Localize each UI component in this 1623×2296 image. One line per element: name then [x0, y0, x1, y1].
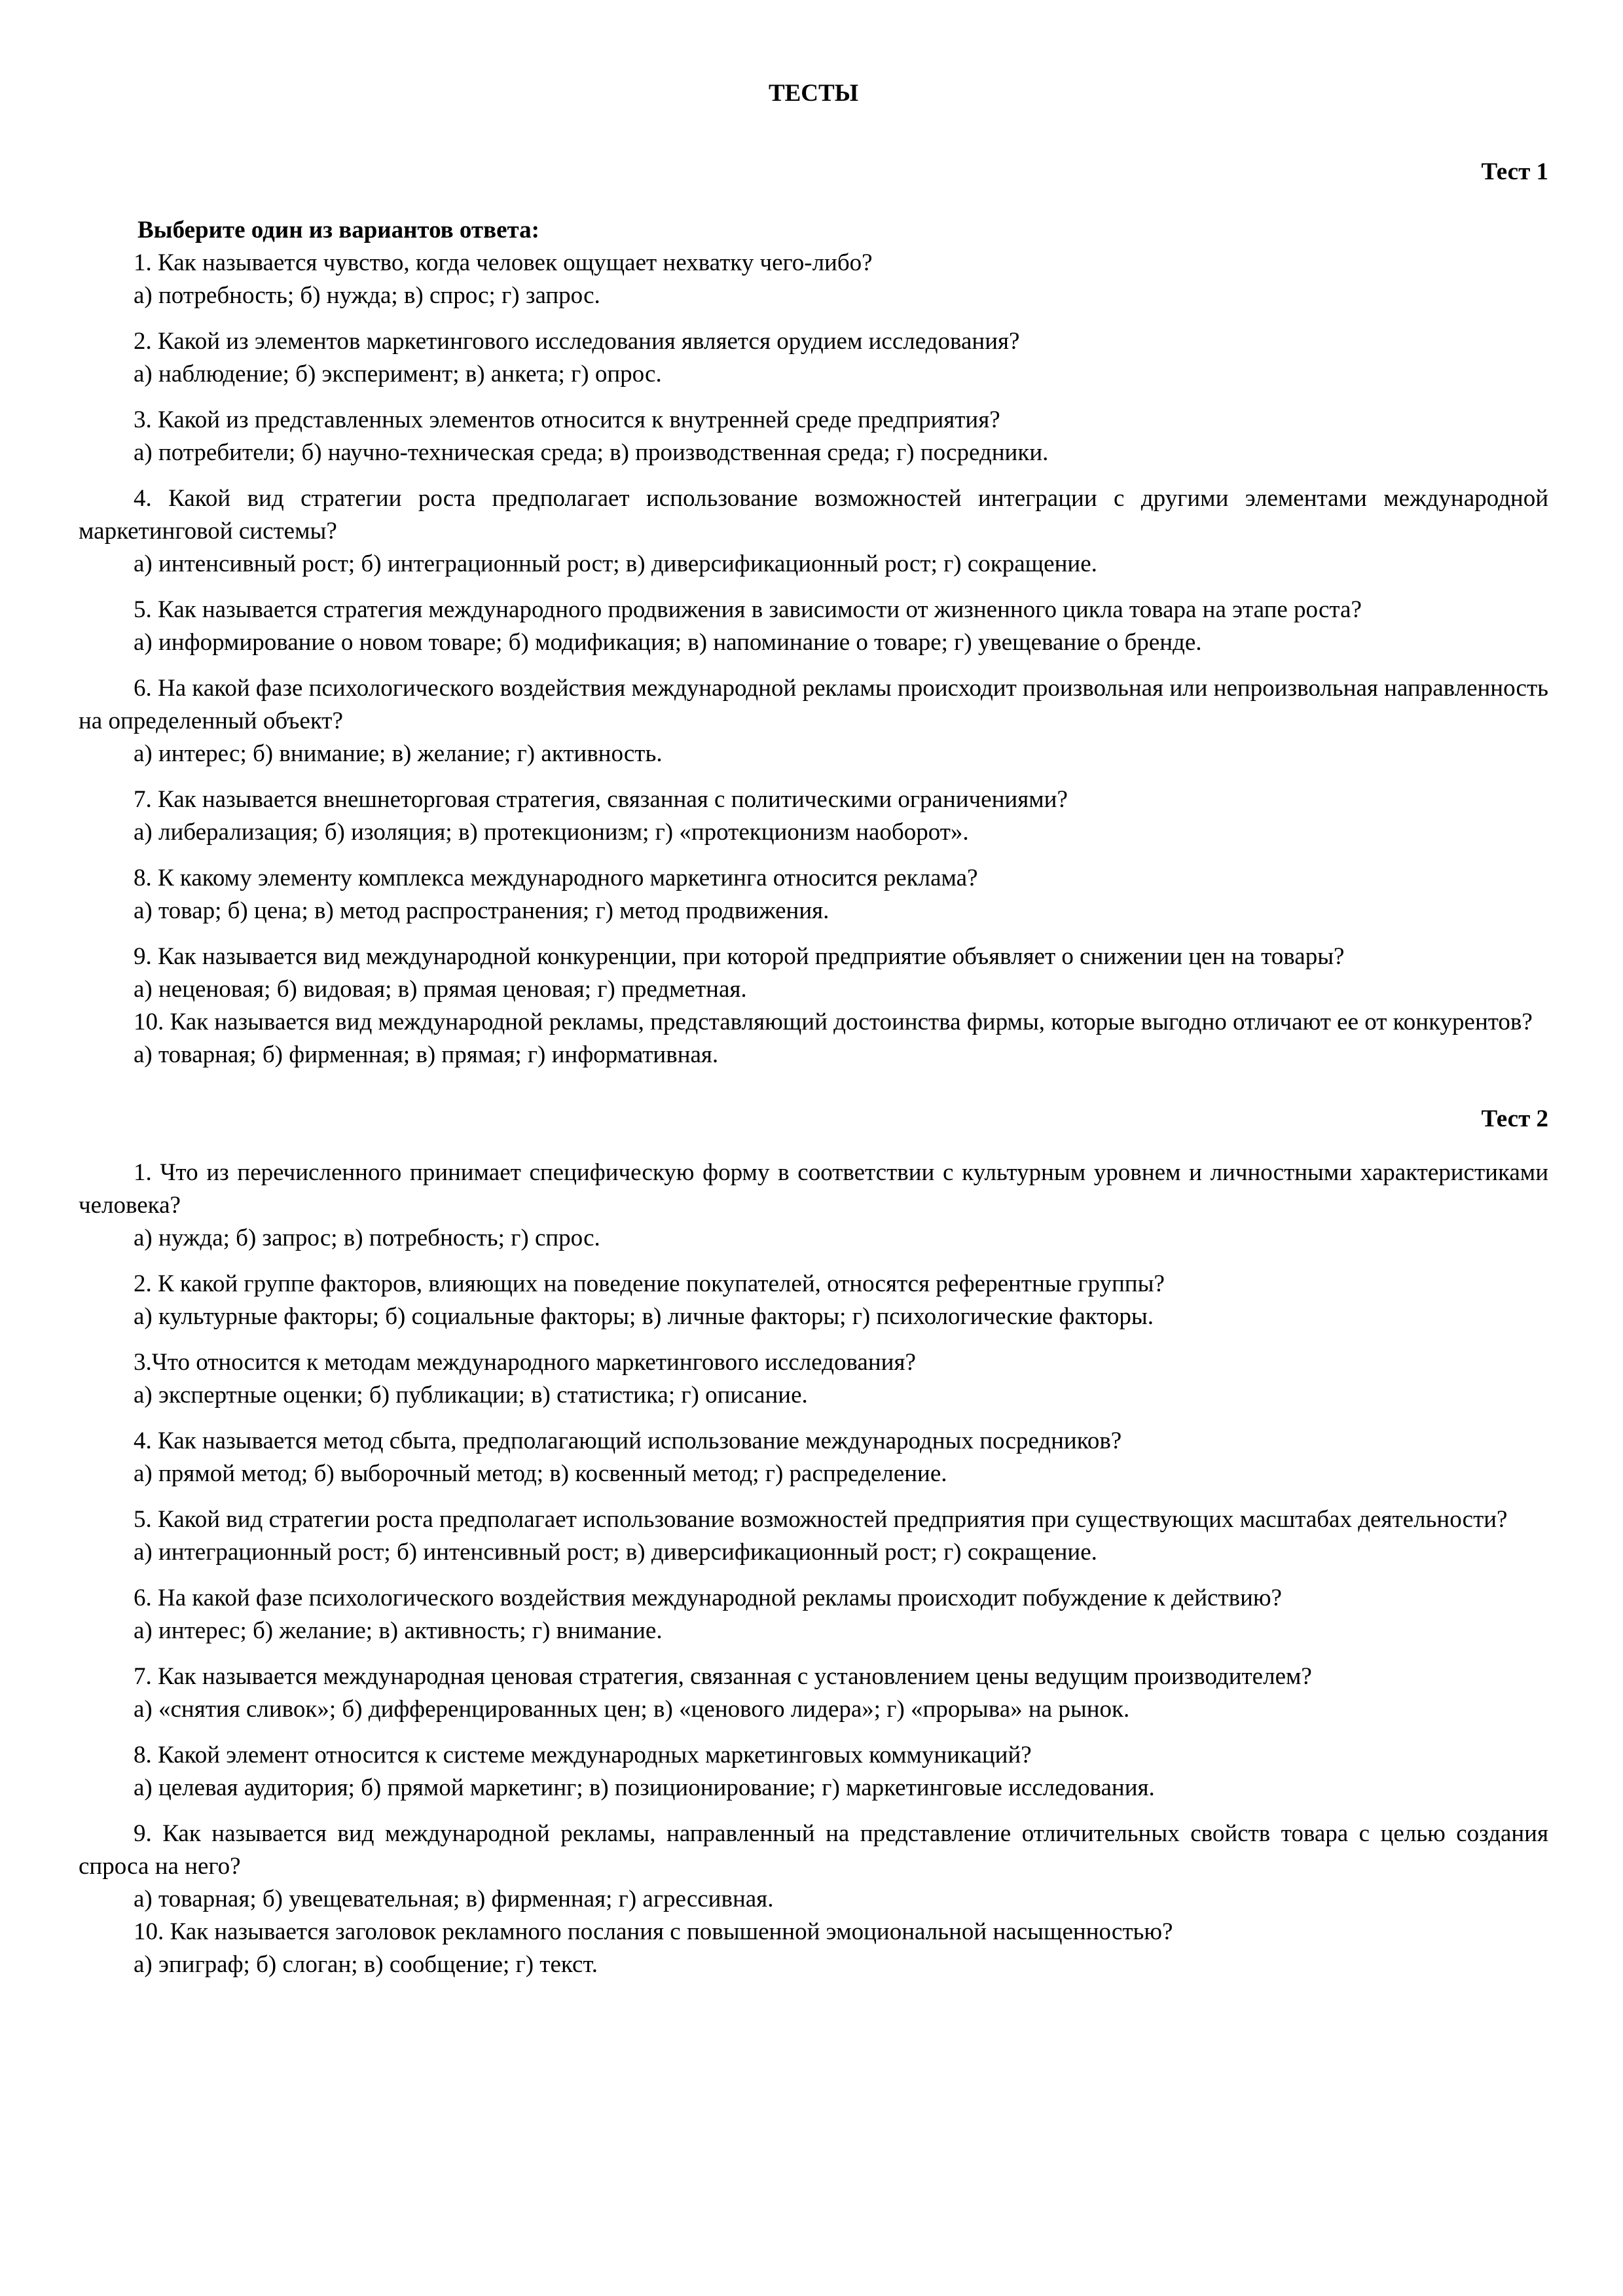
question-text: 6. На какой фазе психологического воздействия международной рекламы происходит побуждение к действию?	[134, 1585, 1282, 1611]
question-item	[79, 247, 1548, 312]
answer-options: а) интеграционный рост; б) интенсивный рост; в) диверсификационный рост; г) сокращение.	[134, 1539, 1097, 1566]
question-item	[79, 1818, 1548, 1916]
question-text: 10. Как называется вид международной рекламы, представляющий достоинства фирмы, которые выгодно отличают ее от конкурентов?	[134, 1009, 1533, 1035]
question-item	[79, 1425, 1548, 1490]
question-text: 2. К какой группе факторов, влияющих на поведение покупателей, относятся референтные группы?	[134, 1270, 1165, 1297]
question-text: 8. Какой элемент относится к системе международных маркетинговых коммуникаций?	[134, 1742, 1032, 1768]
question-text: 5. Какой вид стратегии роста предполагает использование возможностей предприятия при существующих масштабах деятельности?	[134, 1506, 1508, 1533]
question-text: 3.Что относится к методам международного маркетингового исследования?	[134, 1349, 916, 1376]
question-item	[79, 1660, 1548, 1726]
question-text: 1. Как называется чувство, когда человек ощущает нехватку чего-либо?	[134, 249, 873, 276]
answer-options: а) информирование о новом товаре; б) модификация; в) напоминание о товаре; г) увещевание о бренде.	[134, 629, 1202, 656]
question-item	[79, 482, 1548, 581]
answer-options: а) либерализация; б) изоляция; в) протекционизм; г) «протекционизм наоборот».	[134, 819, 969, 846]
question-item	[79, 594, 1548, 659]
answer-options: а) неценовая; б) видовая; в) прямая ценовая; г) предметная.	[134, 976, 747, 1003]
question-item	[79, 1739, 1548, 1804]
test1-heading: Тест 1	[1481, 158, 1548, 185]
answer-options: а) интерес; б) желание; в) активность; г) внимание.	[134, 1617, 663, 1644]
question-text: 1. Что из перечисленного принимает специфическую форму в соответствии с культурным уровнем и личностными характеристиками человека?	[79, 1159, 1548, 1219]
question-text: 7. Как называется внешнеторговая стратегия, связанная с политическими ограничениями?	[134, 786, 1068, 813]
answer-options: а) экспертные оценки; б) публикации; в) статистика; г) описание.	[134, 1382, 808, 1408]
answer-options: а) прямой метод; б) выборочный метод; в) косвенный метод; г) распределение.	[134, 1460, 947, 1487]
answer-options: а) культурные факторы; б) социальные факторы; в) личные факторы; г) психологические факторы.	[134, 1303, 1154, 1330]
question-item	[79, 404, 1548, 469]
question-item	[79, 941, 1548, 1006]
answer-options: а) наблюдение; б) эксперимент; в) анкета; г) опрос.	[134, 361, 662, 387]
answer-options: а) потребность; б) нужда; в) спрос; г) запрос.	[134, 282, 600, 309]
question-text: 8. К какому элементу комплекса международного маркетинга относится реклама?	[134, 865, 978, 891]
question-item	[79, 1157, 1548, 1255]
answer-options: а) товар; б) цена; в) метод распространения; г) метод продвижения.	[134, 897, 830, 924]
question-text: 4. Как называется метод сбыта, предполагающий использование международных посредников?	[134, 1427, 1122, 1454]
question-item	[79, 325, 1548, 391]
document-title: ТЕСТЫ	[768, 80, 859, 107]
question-text: 4. Какой вид стратегии роста предполагает использование возможностей интеграции с другими элементами международной маркетинговой системы?	[79, 485, 1548, 545]
question-text: 10. Как называется заголовок рекламного послания с повышенной эмоциональной насыщенностью?	[134, 1918, 1173, 1945]
answer-options: а) потребители; б) научно-техническая среда; в) производственная среда; г) посредники.	[134, 439, 1049, 466]
question-text: 2. Какой из элементов маркетингового исследования является орудием исследования?	[134, 328, 1020, 355]
answer-options: а) «снятия сливок»; б) дифференцированных цен; в) «ценового лидера»; г) «прорыва» на рынок.	[134, 1696, 1130, 1723]
document-content	[79, 77, 1548, 1994]
question-text: 6. На какой фазе психологического воздействия международной рекламы происходит произвольная или непроизвольная направленность на определенный объект?	[79, 675, 1548, 734]
question-item	[79, 1503, 1548, 1569]
test1-instruction: Выберите один из вариантов ответа:	[137, 217, 539, 243]
answer-options: а) эпиграф; б) слоган; в) сообщение; г) текст.	[134, 1951, 598, 1978]
question-item	[79, 1582, 1548, 1647]
question-item	[79, 1268, 1548, 1333]
question-item	[79, 672, 1548, 770]
answer-options: а) интерес; б) внимание; в) желание; г) активность.	[134, 740, 663, 767]
question-item	[79, 1916, 1548, 1981]
question-item	[79, 862, 1548, 927]
test2-heading: Тест 2	[1481, 1105, 1548, 1132]
answer-options: а) товарная; б) увещевательная; в) фирменная; г) агрессивная.	[134, 1886, 774, 1912]
test2-question-list	[79, 1157, 1548, 1981]
answer-options: а) товарная; б) фирменная; в) прямая; г) информативная.	[134, 1041, 719, 1068]
answer-options: а) интенсивный рост; б) интеграционный рост; в) диверсификационный рост; г) сокращение.	[134, 550, 1097, 577]
question-item	[79, 783, 1548, 849]
question-text: 7. Как называется международная ценовая стратегия, связанная с установлением цены ведущим производителем?	[134, 1663, 1312, 1690]
question-item	[79, 1006, 1548, 1071]
question-item	[79, 1346, 1548, 1412]
question-text: 5. Как называется стратегия международного продвижения в зависимости от жизненного цикла товара на этапе роста?	[134, 596, 1362, 623]
question-text: 9. Как называется вид международной рекламы, направленный на представление отличительных свойств товара с целью создания спроса на него?	[79, 1820, 1548, 1880]
question-text: 9. Как называется вид международной конкуренции, при которой предприятие объявляет о снижении цен на товары?	[134, 943, 1345, 970]
question-text: 3. Какой из представленных элементов относится к внутренней среде предприятия?	[134, 406, 1000, 433]
answer-options: а) целевая аудитория; б) прямой маркетинг; в) позиционирование; г) маркетинговые исследования.	[134, 1774, 1155, 1801]
test1-question-list	[79, 247, 1548, 1071]
answer-options: а) нужда; б) запрос; в) потребность; г) спрос.	[134, 1225, 600, 1251]
